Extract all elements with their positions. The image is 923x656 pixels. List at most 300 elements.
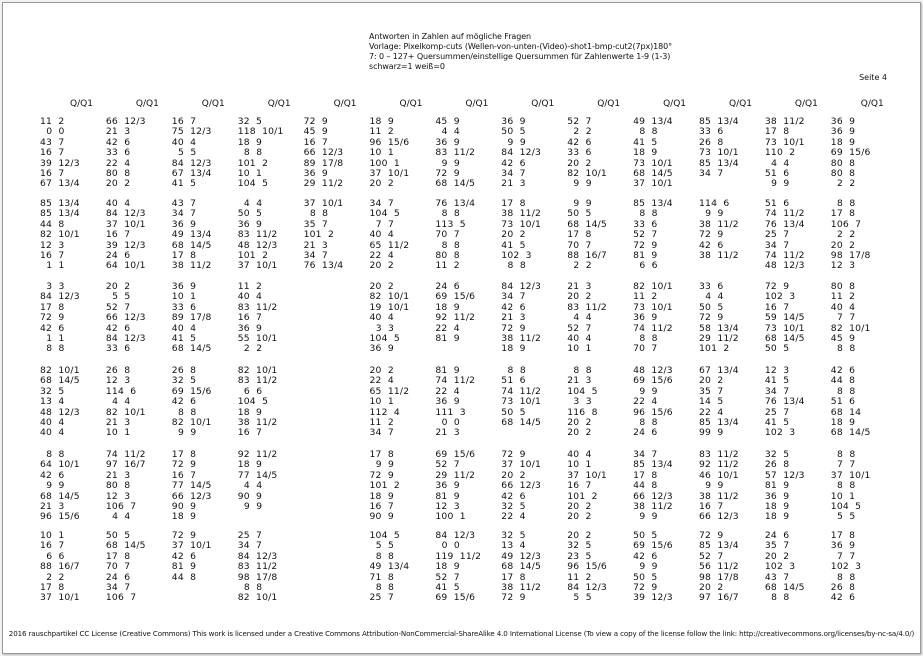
value-cell: 72 9 xyxy=(171,459,197,471)
value-cell: 37 10/1 xyxy=(830,469,871,481)
value-cell: 85 13/4 xyxy=(699,540,739,552)
value-block xyxy=(567,450,631,523)
value-cell: 98 17/8 xyxy=(699,571,739,583)
value-cell: 88 16/7 xyxy=(40,561,80,573)
value-cell: 20 2 xyxy=(567,500,592,512)
value-cell: 8 8 xyxy=(501,365,526,376)
value-cell: 101 2 xyxy=(303,229,335,241)
value-cell: 8 8 xyxy=(567,365,592,376)
value-block xyxy=(633,366,697,439)
value-cell: 50 5 xyxy=(501,126,526,138)
value-cell: 0 0 xyxy=(435,540,460,552)
value-cell: 35 7 xyxy=(699,385,724,397)
value-cell: 82 10/1 xyxy=(830,322,871,334)
value-cell: 5 5 xyxy=(567,592,592,604)
value-cell: 68 14/5 xyxy=(501,416,542,428)
value-cell: 18 9 xyxy=(764,500,790,512)
value-cell: 8 8 xyxy=(435,208,460,220)
value-cell: 37 10/1 xyxy=(567,469,607,481)
value-cell: 85 13/4 xyxy=(699,157,739,169)
value-cell: 102 3 xyxy=(501,249,532,261)
value-block xyxy=(831,531,895,604)
value-cell: 72 9 xyxy=(303,116,328,127)
value-cell: 42 6 xyxy=(830,365,856,376)
value-cell: 10 1 xyxy=(105,427,131,439)
value-cell: 3 3 xyxy=(567,396,592,408)
value-cell: 16 7 xyxy=(699,500,724,512)
value-cell: 85 13/4 xyxy=(40,208,80,220)
value-cell: 7 7 xyxy=(830,550,856,562)
value-cell: 46 10/1 xyxy=(699,469,739,481)
value-cell: 114 6 xyxy=(699,198,730,209)
value-cell: 32 5 xyxy=(171,375,197,387)
value-cell: 102 3 xyxy=(764,561,796,573)
value-cell: 8 8 xyxy=(40,343,65,355)
value-cell: 20 2 xyxy=(699,375,724,387)
value-cell: 8 8 xyxy=(830,198,856,209)
value-cell: 33 6 xyxy=(699,126,724,138)
value-cell: 73 10/1 xyxy=(699,147,739,159)
value-cell: 8 8 xyxy=(171,406,197,418)
value-block xyxy=(40,450,104,523)
value-cell: 36 9 xyxy=(435,480,460,492)
value-cell: 50 5 xyxy=(764,343,790,355)
value-cell: 72 9 xyxy=(369,469,394,481)
value-cell: 18 9 xyxy=(435,561,460,573)
value-cell: 16 7 xyxy=(40,249,65,261)
value-block xyxy=(501,117,565,190)
value-cell: 73 10/1 xyxy=(501,396,542,408)
value-cell: 52 7 xyxy=(633,229,658,241)
value-block xyxy=(435,199,499,272)
value-cell: 24 6 xyxy=(105,249,131,261)
value-cell: 68 14/5 xyxy=(171,343,212,355)
value-cell: 20 2 xyxy=(369,281,394,292)
column-header: Q/Q1 xyxy=(201,99,225,109)
value-cell: 34 7 xyxy=(633,449,658,460)
value-cell: 16 7 xyxy=(237,427,263,439)
value-cell: 98 17/8 xyxy=(237,571,278,583)
value-cell: 36 9 xyxy=(830,540,856,552)
value-cell: 8 8 xyxy=(237,581,263,593)
value-block xyxy=(567,199,631,272)
value-cell: 13 4 xyxy=(501,540,526,552)
value-cell: 82 10/1 xyxy=(171,416,212,428)
value-cell: 67 13/4 xyxy=(40,178,80,190)
value-cell: 40 4 xyxy=(171,136,197,148)
value-cell: 19 10/1 xyxy=(369,301,410,313)
value-block xyxy=(172,531,236,583)
value-cell: 9 9 xyxy=(764,178,790,190)
value-cell: 36 9 xyxy=(171,218,197,230)
value-cell: 40 4 xyxy=(369,229,394,241)
value-cell: 6 6 xyxy=(237,385,263,397)
value-cell: 36 9 xyxy=(830,116,856,127)
value-cell: 16 7 xyxy=(105,229,131,241)
value-cell: 42 6 xyxy=(105,322,131,334)
value-cell: 4 4 xyxy=(435,126,460,138)
column-header: Q/Q1 xyxy=(597,99,621,109)
value-cell: 113 5 xyxy=(435,218,466,230)
value-cell: 9 9 xyxy=(501,136,526,148)
value-cell: 17 8 xyxy=(40,301,65,313)
value-block xyxy=(699,366,763,439)
value-cell: 22 4 xyxy=(105,157,131,169)
value-cell: 9 9 xyxy=(369,459,395,471)
header-title: Antworten in Zahlen auf mögliche Fragen xyxy=(369,32,531,41)
value-cell: 102 3 xyxy=(764,291,796,303)
value-cell: 21 3 xyxy=(567,375,592,387)
value-cell: 72 9 xyxy=(40,312,65,324)
value-cell: 20 2 xyxy=(567,530,592,541)
value-cell: 10 1 xyxy=(369,147,394,159)
value-block xyxy=(765,531,829,604)
value-cell: 82 10/1 xyxy=(369,291,410,303)
value-cell: 34 7 xyxy=(501,291,526,303)
value-cell: 52 7 xyxy=(435,459,460,471)
value-block xyxy=(633,282,697,355)
value-cell: 42 6 xyxy=(40,469,65,481)
value-cell: 16 7 xyxy=(40,540,65,552)
value-cell: 10 1 xyxy=(830,490,856,502)
value-cell: 97 16/7 xyxy=(105,459,146,471)
value-cell: 40 4 xyxy=(40,416,65,428)
value-cell: 35 7 xyxy=(764,540,790,552)
value-block xyxy=(40,117,104,190)
value-cell: 18 9 xyxy=(830,136,856,148)
document-page xyxy=(2,2,921,654)
value-cell: 21 3 xyxy=(303,239,328,251)
value-cell: 8 8 xyxy=(369,581,395,593)
value-cell: 50 5 xyxy=(567,208,592,220)
value-cell: 33 6 xyxy=(567,147,592,159)
value-cell: 18 9 xyxy=(369,490,394,502)
value-block xyxy=(567,282,631,355)
value-cell: 17 8 xyxy=(369,449,394,460)
value-cell: 36 9 xyxy=(435,136,460,148)
value-cell: 69 15/6 xyxy=(830,147,871,159)
value-cell: 16 7 xyxy=(369,500,394,512)
value-cell: 119 11/2 xyxy=(435,550,482,562)
value-cell: 10 1 xyxy=(567,459,592,471)
value-cell: 66 12/3 xyxy=(105,312,146,324)
value-cell: 26 8 xyxy=(171,365,197,376)
value-cell: 8 8 xyxy=(40,449,65,460)
value-cell: 85 13/4 xyxy=(40,198,80,209)
value-cell: 9 9 xyxy=(237,500,263,512)
value-cell: 83 11/2 xyxy=(237,375,278,387)
value-cell: 88 16/7 xyxy=(567,249,607,261)
value-cell: 51 6 xyxy=(830,396,856,408)
value-cell: 4 4 xyxy=(764,157,790,169)
value-cell: 83 11/2 xyxy=(237,301,278,313)
value-cell: 34 7 xyxy=(764,239,790,251)
value-cell: 9 9 xyxy=(699,480,724,492)
value-cell: 5 5 xyxy=(171,147,197,159)
value-cell: 80 8 xyxy=(830,157,856,169)
value-cell: 21 3 xyxy=(501,178,526,190)
value-cell: 16 7 xyxy=(303,136,328,148)
value-cell: 104 5 xyxy=(369,208,400,220)
value-cell: 68 14/5 xyxy=(764,332,805,344)
value-cell: 96 15/6 xyxy=(40,511,80,523)
column-header: Q/Q1 xyxy=(663,99,687,109)
value-cell: 68 14/5 xyxy=(764,581,805,593)
value-cell: 4 4 xyxy=(699,291,724,303)
value-cell: 16 7 xyxy=(567,480,592,492)
value-cell: 11 2 xyxy=(830,291,856,303)
value-cell: 92 11/2 xyxy=(699,459,739,471)
value-cell: 9 9 xyxy=(567,178,592,190)
value-cell: 69 15/6 xyxy=(171,385,212,397)
value-cell: 18 9 xyxy=(237,459,263,471)
value-cell: 8 8 xyxy=(830,480,856,492)
value-cell: 44 8 xyxy=(171,571,197,583)
value-cell: 51 6 xyxy=(764,198,790,209)
value-cell: 4 4 xyxy=(237,480,263,492)
value-cell: 66 12/3 xyxy=(699,511,739,523)
value-cell: 10 1 xyxy=(40,530,65,541)
value-cell: 39 12/3 xyxy=(633,592,673,604)
value-block xyxy=(501,282,565,355)
value-cell: 67 13/4 xyxy=(171,167,212,179)
value-cell: 18 9 xyxy=(237,136,263,148)
value-cell: 101 2 xyxy=(699,343,730,355)
value-block xyxy=(435,531,499,604)
value-cell: 21 3 xyxy=(435,427,460,439)
value-cell: 101 2 xyxy=(237,157,269,169)
value-cell: 12 3 xyxy=(105,490,131,502)
value-cell: 22 4 xyxy=(633,396,658,408)
value-cell: 4 4 xyxy=(237,198,263,209)
value-block xyxy=(238,366,302,439)
value-cell: 90 9 xyxy=(369,511,394,523)
value-cell: 8 8 xyxy=(830,385,856,397)
value-cell: 42 6 xyxy=(501,490,526,502)
value-cell: 41 5 xyxy=(435,581,460,593)
value-cell: 44 8 xyxy=(40,218,65,230)
value-cell: 37 10/1 xyxy=(633,178,673,190)
value-cell: 104 5 xyxy=(567,385,598,397)
value-cell: 11 2 xyxy=(237,281,263,292)
value-block xyxy=(567,531,631,604)
value-block xyxy=(370,366,434,439)
value-cell: 55 10/1 xyxy=(237,332,278,344)
value-cell: 40 4 xyxy=(567,449,592,460)
value-cell: 52 7 xyxy=(435,571,460,583)
value-cell: 9 9 xyxy=(171,427,197,439)
value-cell: 5 5 xyxy=(105,291,131,303)
value-cell: 24 6 xyxy=(105,571,131,583)
value-cell: 38 11/2 xyxy=(237,416,278,428)
value-cell: 41 5 xyxy=(501,239,526,251)
value-cell: 40 4 xyxy=(830,301,856,313)
value-cell: 84 12/3 xyxy=(237,550,278,562)
value-block xyxy=(435,282,499,344)
value-cell: 49 13/4 xyxy=(369,561,410,573)
value-cell: 32 5 xyxy=(237,116,263,127)
value-cell: 36 9 xyxy=(369,343,394,355)
value-cell: 10 1 xyxy=(171,291,197,303)
value-cell: 32 5 xyxy=(567,540,592,552)
value-cell: 82 10/1 xyxy=(237,592,278,604)
value-cell: 9 9 xyxy=(567,198,592,209)
value-cell: 80 8 xyxy=(830,281,856,292)
value-block xyxy=(633,199,697,272)
value-cell: 42 6 xyxy=(40,322,65,334)
value-block xyxy=(765,366,829,439)
value-cell: 111 3 xyxy=(435,406,466,418)
value-cell: 101 2 xyxy=(369,480,400,492)
value-cell: 20 2 xyxy=(764,550,790,562)
value-cell: 106 7 xyxy=(830,218,862,230)
value-cell: 18 9 xyxy=(633,147,658,159)
value-cell: 9 9 xyxy=(633,385,658,397)
value-cell: 38 11/2 xyxy=(501,581,542,593)
value-block xyxy=(172,366,236,439)
value-cell: 42 6 xyxy=(171,550,197,562)
value-cell: 66 12/3 xyxy=(633,490,673,502)
value-cell: 68 14/5 xyxy=(501,561,542,573)
value-cell: 11 2 xyxy=(435,260,460,272)
value-cell: 42 6 xyxy=(501,301,526,313)
value-cell: 72 9 xyxy=(633,581,658,593)
value-cell: 74 11/2 xyxy=(764,249,805,261)
value-cell: 48 12/3 xyxy=(40,406,80,418)
value-cell: 68 14/5 xyxy=(171,239,212,251)
value-cell: 43 7 xyxy=(40,136,65,148)
value-block xyxy=(831,282,895,355)
value-block xyxy=(106,117,170,190)
column-header: Q/Q1 xyxy=(465,99,489,109)
value-cell: 42 6 xyxy=(830,592,856,604)
value-block xyxy=(435,366,499,439)
value-cell: 20 2 xyxy=(369,260,394,272)
value-cell: 20 2 xyxy=(369,365,394,376)
value-cell: 68 14/5 xyxy=(105,540,146,552)
value-cell: 69 15/6 xyxy=(633,375,673,387)
value-cell: 80 8 xyxy=(105,167,131,179)
value-cell: 8 8 xyxy=(764,592,790,604)
value-cell: 43 7 xyxy=(764,571,790,583)
value-cell: 32 5 xyxy=(764,449,790,460)
value-cell: 29 11/2 xyxy=(303,178,344,190)
value-cell: 112 4 xyxy=(369,406,400,418)
value-cell: 38 11/2 xyxy=(699,218,739,230)
value-cell: 20 2 xyxy=(501,469,526,481)
value-cell: 70 7 xyxy=(567,239,592,251)
value-block xyxy=(765,117,829,190)
value-cell: 92 11/2 xyxy=(237,449,278,460)
value-cell: 100 1 xyxy=(369,157,400,169)
value-cell: 10 1 xyxy=(369,396,394,408)
value-cell: 66 12/3 xyxy=(501,480,542,492)
value-block xyxy=(40,199,104,272)
value-cell: 24 6 xyxy=(633,427,658,439)
value-cell: 20 2 xyxy=(105,178,131,190)
value-block xyxy=(567,117,631,190)
value-cell: 65 11/2 xyxy=(369,239,410,251)
value-cell: 38 11/2 xyxy=(699,249,739,261)
value-cell: 26 8 xyxy=(105,365,131,376)
value-cell: 76 13/4 xyxy=(764,218,805,230)
value-block xyxy=(238,450,302,512)
value-cell: 72 9 xyxy=(633,239,658,251)
value-cell: 17 8 xyxy=(171,449,197,460)
value-cell: 21 3 xyxy=(567,281,592,292)
value-cell: 8 8 xyxy=(633,126,658,138)
value-cell: 37 10/1 xyxy=(40,592,80,604)
value-cell: 39 12/3 xyxy=(40,157,80,169)
value-cell: 72 9 xyxy=(501,592,526,604)
value-cell: 8 8 xyxy=(237,147,263,159)
value-cell: 72 9 xyxy=(435,167,460,179)
value-cell: 52 7 xyxy=(567,116,592,127)
value-cell: 50 5 xyxy=(633,530,658,541)
value-cell: 75 12/3 xyxy=(171,126,212,138)
header-description: 7: 0 – 127+ Quersummen/einstellige Quersummen für Zahlenwerte 1-9 (1-3) xyxy=(369,52,671,61)
value-block xyxy=(831,199,895,272)
value-cell: 50 5 xyxy=(105,530,131,541)
value-cell: 110 2 xyxy=(764,147,796,159)
value-cell: 22 4 xyxy=(369,375,394,387)
value-cell: 69 15/6 xyxy=(633,540,673,552)
value-cell: 17 8 xyxy=(830,208,856,220)
value-cell: 18 9 xyxy=(501,343,526,355)
value-cell: 35 7 xyxy=(303,218,328,230)
header-source: Vorlage: Pixelkomp-cuts (Wellen-von-unten-(Video)-shot1-bmp-cut2(7px)180° xyxy=(369,42,672,51)
header-legend: schwarz=1 weiß=0 xyxy=(369,62,445,71)
value-cell: 17 8 xyxy=(501,571,526,583)
value-cell: 98 17/8 xyxy=(830,249,871,261)
value-cell: 32 5 xyxy=(40,385,65,397)
value-cell: 2 2 xyxy=(830,229,856,241)
value-cell: 9 9 xyxy=(699,208,724,220)
value-cell: 4 4 xyxy=(567,312,592,324)
value-cell: 50 5 xyxy=(501,406,526,418)
value-cell: 76 13/4 xyxy=(303,260,344,272)
value-cell: 51 6 xyxy=(501,375,526,387)
value-cell: 17 8 xyxy=(40,581,65,593)
value-cell: 81 9 xyxy=(435,365,460,376)
value-cell: 80 8 xyxy=(435,249,460,261)
value-cell: 83 11/2 xyxy=(435,147,476,159)
value-cell: 90 9 xyxy=(171,500,197,512)
value-cell: 10 1 xyxy=(567,343,592,355)
value-block xyxy=(370,450,434,523)
value-cell: 8 8 xyxy=(435,239,460,251)
value-cell: 7 7 xyxy=(830,312,856,324)
value-cell: 72 9 xyxy=(501,449,526,460)
column-header: Q/Q1 xyxy=(135,99,159,109)
value-cell: 9 9 xyxy=(40,480,65,492)
value-cell: 20 2 xyxy=(567,511,592,523)
value-cell: 92 11/2 xyxy=(435,312,476,324)
value-cell: 90 9 xyxy=(237,490,263,502)
value-block xyxy=(765,282,829,355)
value-cell: 70 7 xyxy=(633,343,658,355)
value-block xyxy=(765,450,829,523)
value-block xyxy=(106,282,170,355)
value-cell: 49 13/4 xyxy=(633,116,673,127)
value-cell: 22 4 xyxy=(369,249,394,261)
value-cell: 2 2 xyxy=(567,126,592,138)
value-cell: 17 8 xyxy=(633,469,658,481)
value-cell: 32 5 xyxy=(501,500,526,512)
value-cell: 20 2 xyxy=(567,416,592,428)
value-block xyxy=(370,531,434,604)
value-cell: 45 9 xyxy=(830,332,856,344)
